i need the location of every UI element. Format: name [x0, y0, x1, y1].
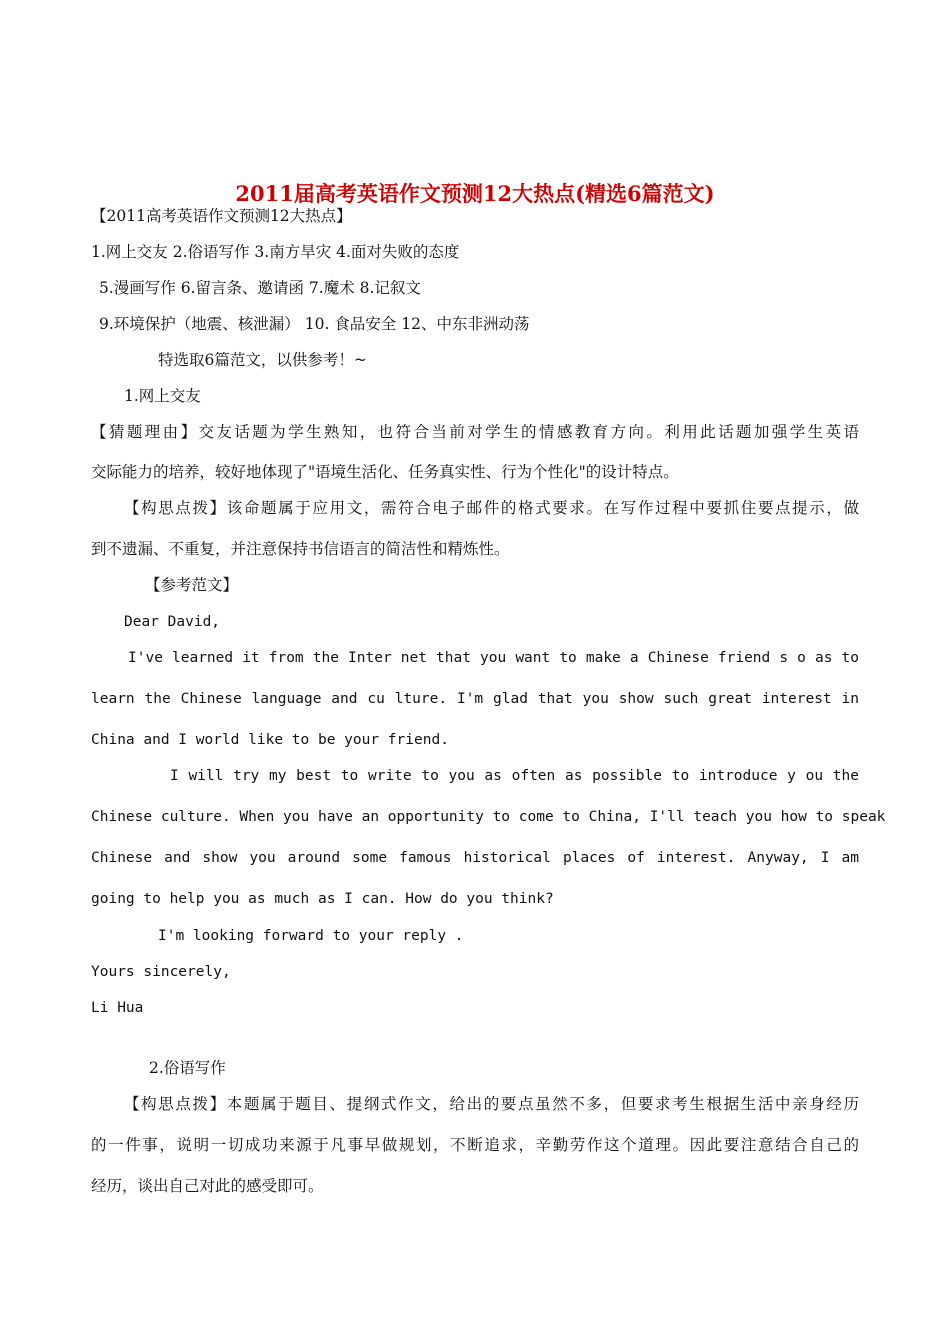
- letter-signature: Li Hua: [91, 1000, 144, 1016]
- section-1-idea-line-2: 到不遗漏、不重复，并注意保持书信语言的简洁性和精炼性。: [91, 540, 510, 558]
- letter-para-2-line-1: I will try my best to write to you as often as possible to introduce y ou the: [170, 768, 859, 784]
- topics-line-1: 1.网上交友 2.俗语写作 3.南方旱灾 4.面对失败的态度: [91, 243, 460, 261]
- section-1-idea-line-1: 【构思点拨】该命题属于应用文，需符合电子邮件的格式要求。在写作过程中要抓住要点提示，做: [124, 499, 859, 517]
- section-2-heading: 2.俗语写作: [149, 1059, 226, 1077]
- section-1-heading: 1.网上交友: [124, 387, 201, 405]
- selection-note: 特选取6篇范文，以供参考！~: [158, 351, 367, 369]
- topics-heading: 【2011高考英语作文预测12大热点】: [91, 207, 352, 225]
- section-2-idea-line-2: 的一件事，说明一切成功来源于凡事早做规划，不断追求，辛勤劳作这个道理。因此要注意结合自己的: [91, 1136, 859, 1154]
- letter-para-2-line-3: Chinese and show you around some famous historical places of interest. Anyway, I am: [91, 850, 859, 866]
- letter-para-1-line-3: China and I world like to be your friend.: [91, 732, 449, 748]
- letter-para-2-line-4: going to help you as much as I can. How do you think?: [91, 891, 554, 907]
- letter-para-1-line-1: I've learned it from the Inter net that you want to make a Chinese friend s o as to: [128, 650, 859, 666]
- letter-para-2-line-2: Chinese culture. When you have an opportunity to come to China, I'll teach you how to speak: [91, 809, 886, 825]
- letter-salutation: Dear David,: [124, 614, 221, 630]
- section-1-reason-line-1: 【猜题理由】交友话题为学生熟知，也符合当前对学生的情感教育方向。利用此话题加强学生英语: [91, 423, 859, 441]
- section-1-reason-line-2: 交际能力的培养，较好地体现了"语境生活化、任务真实性、行为个性化"的设计特点。: [91, 463, 679, 481]
- section-2-idea-line-3: 经历，谈出自己对此的感受即可。: [91, 1177, 324, 1195]
- section-2-idea-line-1: 【构思点拨】本题属于题目、提纲式作文，给出的要点虽然不多，但要求考生根据生活中亲身经历: [124, 1095, 859, 1113]
- topics-line-3: 9.环境保护（地震、核泄漏） 10. 食品安全 12、中东非洲动荡: [99, 315, 530, 333]
- document-title: 2011届高考英语作文预测12大热点(精选6篇范文): [235, 181, 715, 206]
- letter-signoff: Yours sincerely,: [91, 964, 231, 980]
- sample-essay-heading: 【参考范文】: [145, 576, 239, 594]
- letter-para-1-line-2: learn the Chinese language and cu lture. I'm glad that you show such great interest in: [91, 691, 859, 707]
- topics-line-2: 5.漫画写作 6.留言条、邀请函 7.魔术 8.记叙文: [99, 279, 421, 297]
- letter-closing-line: I'm looking forward to your reply .: [158, 928, 464, 944]
